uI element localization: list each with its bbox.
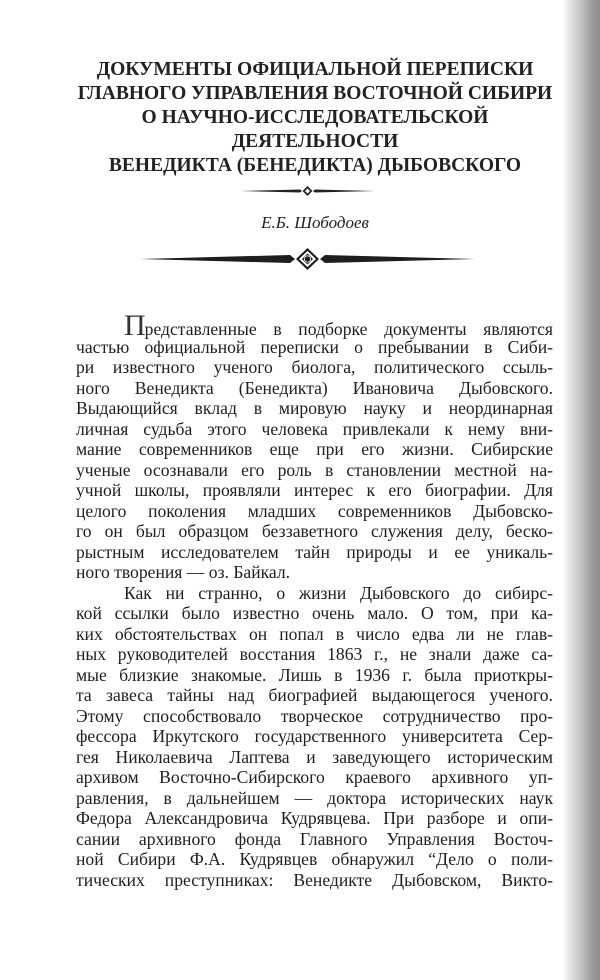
body-line: частью официальной переписки о пребывании в Сиби-	[76, 336, 553, 357]
body-line: ного творения — оз. Байкал.	[76, 562, 291, 582]
body-line: целого поколения младших современников Дыбовско-	[76, 500, 553, 521]
title-line: ДЕЯТЕЛЬНОСТИ	[231, 131, 399, 152]
body-line: ученые осознавали его роль в становлении местной на-	[76, 459, 553, 480]
body-line: личная судьба этого человека привлекали к нему вни-	[76, 418, 553, 439]
paragraph-2	[76, 583, 553, 891]
author-name: Е.Б. Шободоев	[261, 213, 369, 232]
body-line: фессора Иркутского государственного университета Сер-	[76, 726, 553, 746]
body-line: ных руководителей восстания 1863 г., не знали даже са-	[76, 644, 553, 664]
body-line: Этому способствовало творческое сотрудничество про-	[76, 705, 553, 726]
body-line: кой ссылки было известно очень мало. О том, при ка-	[76, 603, 553, 623]
body-line: ной Сибири Ф.А. Кудрявцев обнаружил “Дело о поли-	[76, 849, 553, 869]
body-line	[76, 309, 553, 342]
body-line: мые близкие знакомые. Лишь в 1936 г. была приоткры-	[76, 664, 553, 685]
body-line: мание современников еще при его жизни. Сибирские	[76, 439, 553, 459]
article-title	[60, 58, 570, 178]
body-line-text: редставленные в подборке документы являются	[144, 319, 553, 339]
body-line: учной школы, проявляли интерес к его биографии. Для	[76, 480, 553, 500]
title-line: ВЕНЕДИКТА (БЕНЕДИКТА) ДЫБОВСКОГО	[108, 155, 522, 176]
body-line: равления, в дальнейшем — доктора исторических наук	[76, 787, 553, 808]
body-line: Как ни странно, о жизни Дыбовского до сибирс-	[124, 582, 553, 603]
body-line: Выдающийся вклад в мировую науку и неординарная	[76, 398, 553, 418]
body-line: го он был образцом беззаветного служения делу, беско-	[76, 521, 553, 541]
article-body	[76, 309, 553, 890]
body-line: рыстным исследователем тайн природы и ее уникаль-	[76, 541, 553, 562]
drop-cap: П	[124, 309, 145, 342]
body-line: ких обстоятельствах он попал в число едва ли не глав-	[76, 623, 553, 644]
body-line: гея Николаевича Лаптева и заведующего историческим	[76, 746, 553, 767]
body-line: архивом Восточно-Сибирского краевого архивного уп-	[76, 767, 553, 787]
body-line: ного Венедикта (Бенедикта) Ивановича Дыбовского.	[76, 377, 553, 398]
paragraph-1	[76, 337, 553, 583]
title-line: ГЛАВНОГО УПРАВЛЕНИЯ ВОСТОЧНОЙ СИБИРИ	[77, 83, 553, 104]
body-line: та завеса тайны над биографией выдающегося ученого.	[76, 685, 553, 705]
ornament-divider-small-icon	[240, 185, 375, 197]
body-line: Федора Александровича Кудрявцева. При разборе и опи-	[76, 808, 553, 828]
ornament-divider-large-icon	[140, 248, 475, 270]
body-line: сании архивного фонда Главного Управления Восточ-	[76, 828, 553, 849]
body-line: ри известного ученого биолога, политического ссыль-	[76, 357, 553, 377]
title-line: ДОКУМЕНТЫ ОФИЦИАЛЬНОЙ ПЕРЕПИСКИ	[96, 59, 534, 80]
body-line: тических преступниках: Венедикте Дыбовском, Викто-	[76, 869, 553, 890]
title-line: О НАУЧНО-ИССЛЕДОВАТЕЛЬСКОЙ	[141, 107, 489, 128]
